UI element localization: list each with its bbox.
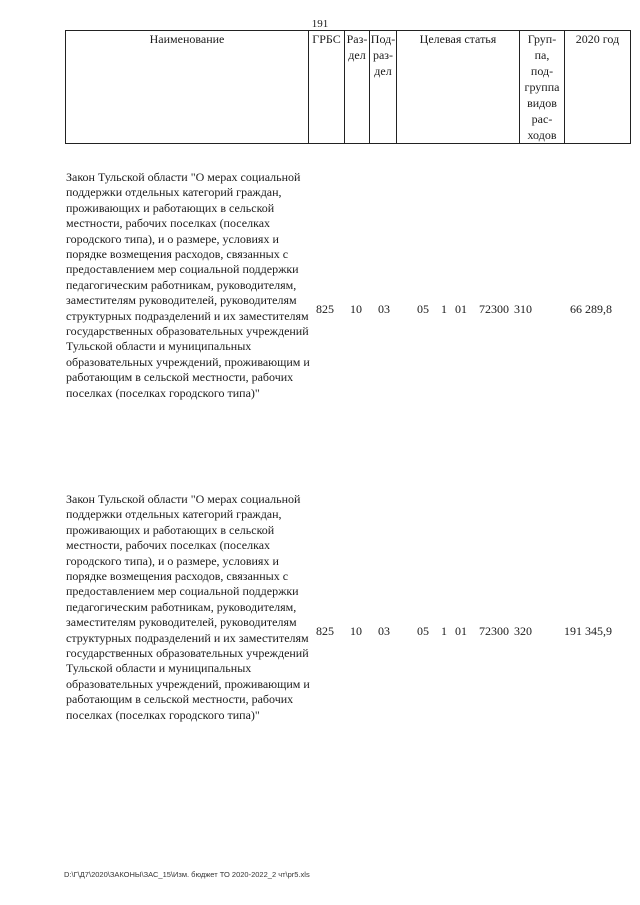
header-grbs: ГРБС	[309, 31, 345, 144]
row-section: 10	[350, 302, 362, 316]
row-group: 320	[514, 624, 532, 638]
header-name: Наименование	[66, 31, 309, 144]
header-year: 2020 год	[565, 31, 631, 144]
row-target-event: 01	[455, 302, 467, 316]
row-amount: 66 289,8	[570, 302, 612, 316]
page-number: 191	[311, 18, 329, 30]
row-target-subprogram: 1	[441, 302, 447, 316]
row-group: 310	[514, 302, 532, 316]
row-subsection: 03	[378, 624, 390, 638]
row-section: 10	[350, 624, 362, 638]
row-description: Закон Тульской области "О мерах социальной поддержки отдельных категорий граждан, проживающих и работающих в сельской местности, рабочих поселках (поселках городского типа), и о размере, условиях и порядке возмещения расходов, связанных с предоставлением мер социальной поддержки педагогическим работникам, руководителям, заместителям руководителей, руководителям структурных подразделений и их заместителям государственных образовательных учреждений Тульской области и муниципальных образовательных учреждений, проживающим и работающим в сельской местности, рабочих поселках (поселках городского типа)"	[66, 170, 310, 400]
header-group: Груп- па, под- группа видов рас- ходов	[520, 31, 565, 144]
header-section: Раз- дел	[345, 31, 370, 144]
header-subsection: Под- раз- дел	[370, 31, 397, 144]
row-target-program: 05	[417, 302, 429, 316]
row-target-program: 05	[417, 624, 429, 638]
file-path-footer: D:\Г\Д7\2020\ЗАКОНЫ\ЗАС_15\Изм. бюджет ТО 2020-2022_2 чт\pr5.xls	[64, 870, 310, 879]
header-target-item: Целевая статья	[397, 31, 520, 144]
row-grbs: 825	[316, 302, 334, 316]
row-amount: 191 345,9	[564, 624, 612, 638]
row-target-direction: 72300	[479, 624, 509, 638]
row-target-subprogram: 1	[441, 624, 447, 638]
header-table	[65, 30, 631, 144]
row-target-event: 01	[455, 624, 467, 638]
row-subsection: 03	[378, 302, 390, 316]
row-grbs: 825	[316, 624, 334, 638]
row-description: Закон Тульской области "О мерах социальной поддержки отдельных категорий граждан, проживающих и работающих в сельской местности, рабочих поселках (поселках городского типа), и о размере, условиях и порядке возмещения расходов, связанных с предоставлением мер социальной поддержки педагогическим работникам, руководителям, заместителям руководителей, руководителям структурных подразделений и их заместителям государственных образовательных учреждений Тульской области и муниципальных образовательных учреждений, проживающим и работающим в сельской местности, рабочих поселках (поселках городского типа)"	[66, 492, 310, 722]
row-target-direction: 72300	[479, 302, 509, 316]
